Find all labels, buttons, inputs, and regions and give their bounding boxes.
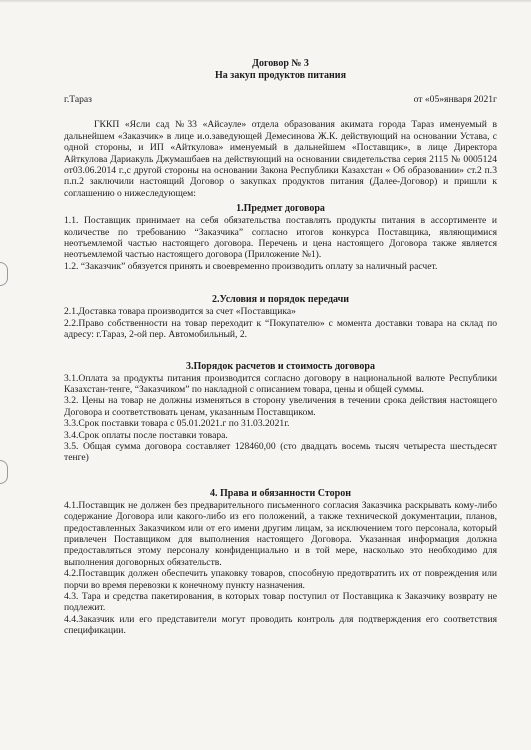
section-title-payment: 3.Порядок расчетов и стоимость договора [186,360,375,372]
contract-body [64,58,497,637]
contract-title: Договор № 3 [252,58,309,69]
paragraph-4-4: 4.4.Заказчик или его представители могут проводить контроль для подтверждения его соответствия спецификации. [64,613,497,637]
paragraph-4-2: 4.2.Поставщик должен обеспечить упаковку товаров, способную предотвратить их от повреждения или порчи во время перевозки к конечному пункту назначения. [64,568,497,591]
paragraph-3-3: 3.3.Срок поставки товара с 05.01.2021.г по 31.03.2021г. [64,418,290,430]
scan-edge [0,0,531,3]
paragraph-3-4: 3.4.Срок оплаты после поставки товара. [64,429,228,441]
section-title-rights: 4. Права и обязанности Сторон [209,487,351,499]
paragraph-3-1: 3.1.Оплата за продукты питания производится согласно договору в национальной валюте Республики Казахстан-тенге, “Заказчиком” по накладной с описанием товара, цены и общей суммы. [64,372,497,395]
paragraph-1-2: 1.2. “Заказчик” обязуется принять и своевременно производить оплату за наличный расчет. [64,260,438,272]
paragraph-3-5: 3.5. Общая сумма договора составляет 128460,00 (сто двадцать восемь тысяч четыреста шестьдесят тенге) [64,440,497,464]
paragraph-2-1: 2.1.Доставка товара производится за счет «Поставщика» [64,306,296,318]
section-title-delivery: 2.Условия и порядок передачи [211,294,350,306]
punch-hole-mark [0,460,8,484]
punch-hole-mark [0,262,8,286]
contract-subtitle: На закуп продуктов питания [215,70,346,81]
paragraph-3-2: 3.2. Цены на товар не должны изменяться в сторону увеличения в течении срока действия настоящего Договора и соответствовать ценам, указанным Поставщиком. [64,395,497,418]
paragraph-1-1: 1.1. Поставщик принимает на себя обязательства поставлять продукты питания в ассортименте и количестве по требованию “Заказчика” согласно итогов конкурса Поставщика, являющимися неотъемлемой частью настоящего договора. Перечень и цена настоящего Договора также является неотъемлемой частью настоящего договора (Приложение №1). [64,215,497,261]
preamble-paragraph: ГККП «Ясли сад №33 «Айсәуле» отдела образования акимата города Тараз именуемый в дальнейшем «Заказчик» в лице и.о.заведующей Демесинова Ж.К. действующий на основании Устава, с одной стороны, и ИП «Айткулова» именуемый в дальнейшем «Поставщик», в лице Директора Айткулова Дариакуль Джумашбаев на действующий на основании свидетельства серия 2115 № 0005124 от03.06.2014 г.,с другой стороны на основании Закона Республики Казахстан « Об образовании» ст.2 п.3 п.п.2 заключили настоящий Договор о закупках продуктов питания (Далее-Договор) и пришли к соглашению о нижеследующем: [64,119,497,199]
contract-city: г.Тараз [64,94,92,105]
paragraph-2-2: 2.2.Право собственности на товар переходит к “Покупателю» с момента доставки товара на склад по адресу: г.Тараз, 2-ой пер. Автомобильный, 2. [64,317,497,341]
paragraph-4-1: 4.1.Поставщик не должен без предварительного письменного согласия Заказчика раскрывать кому-либо содержание Договора или какого-либо из его положений, а также технической документации, планов, предоставленных Заказчиком или от его имени другим лицам, за исключением того персонала, который привлечен Поставщиком для выполнения настоящего Договора. Указанная информация должна предоставляться этому персоналу конфиденциально и в той мере, насколько это необходимо для выполнения договорных обязательств. [64,499,497,568]
paragraph-4-3: 4.3. Тара и средства пакетирования, в которых товар поступил от Поставщика к Заказчику возврату не подлежит. [64,591,497,614]
place-date-line [64,94,497,105]
section-title-subject: 1.Предмет договора [236,203,325,215]
contract-date: от «05»января 2021г [413,94,497,105]
